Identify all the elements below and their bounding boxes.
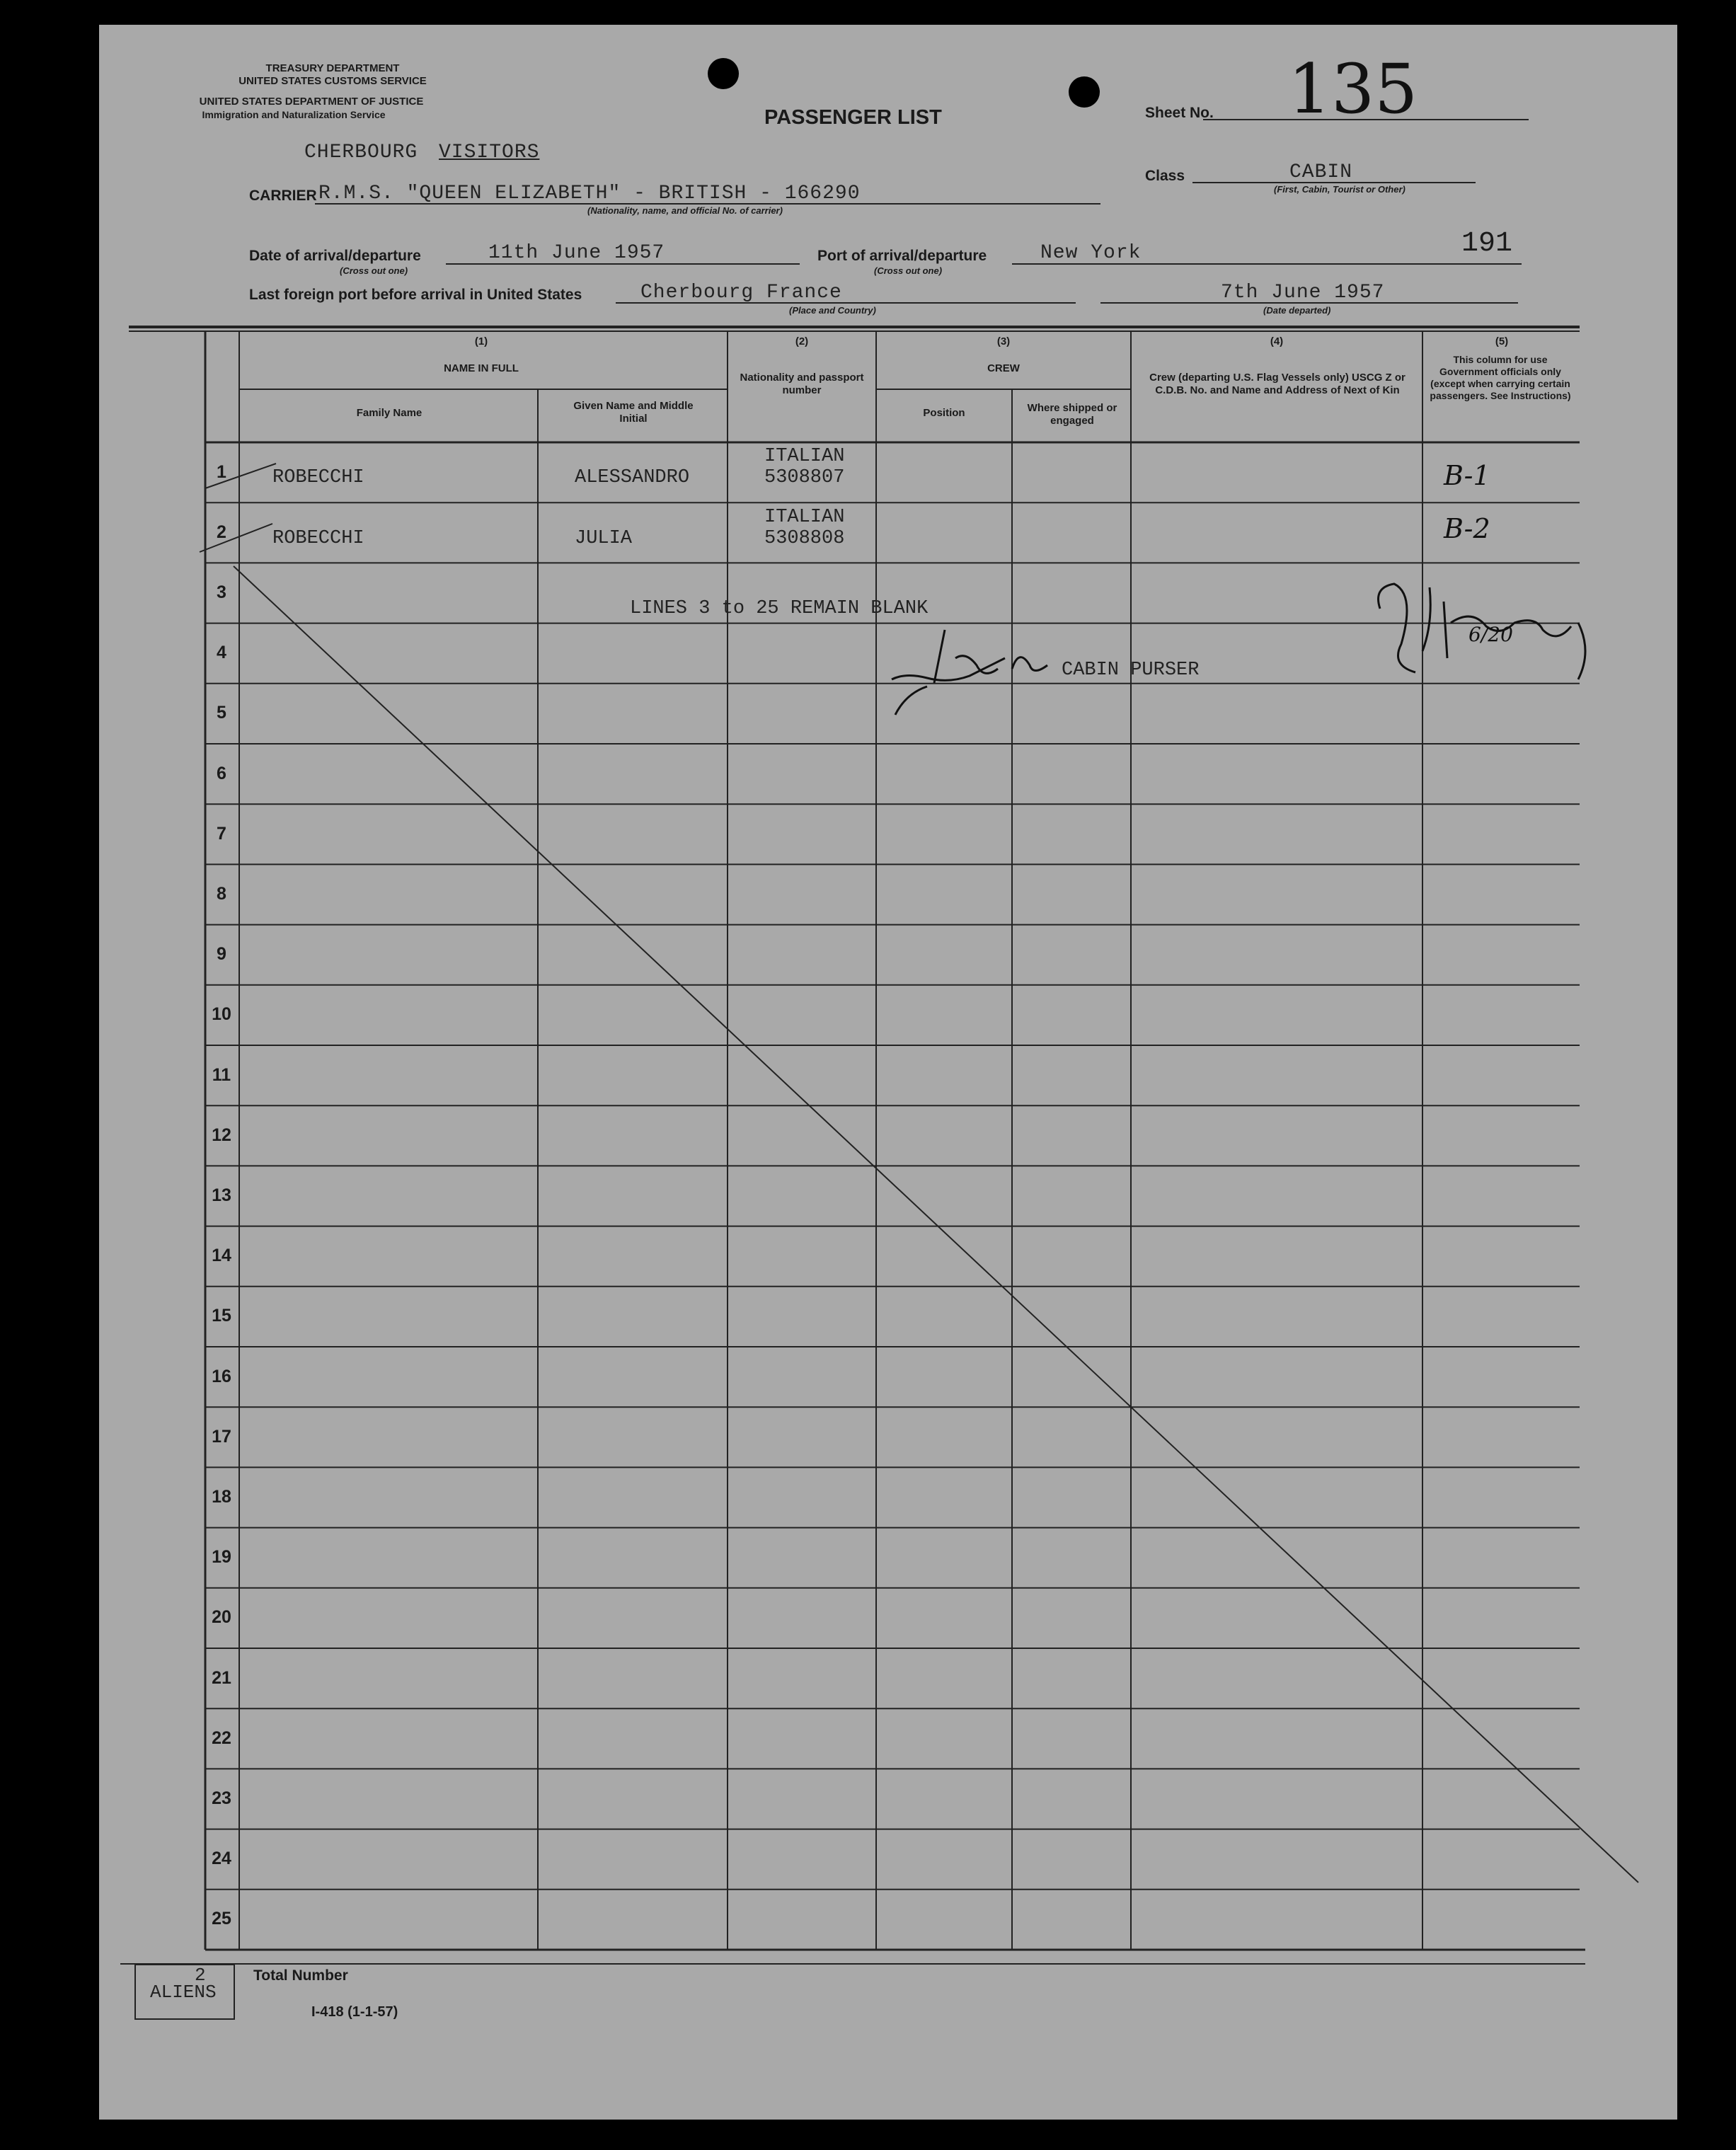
col1a-header: Family Name xyxy=(356,407,422,419)
row2-passport: 5308808 xyxy=(764,528,845,549)
col2-number: (2) xyxy=(795,335,809,347)
agency-line: UNITED STATES DEPARTMENT OF JUSTICE xyxy=(199,96,424,108)
row-number: 22 xyxy=(212,1728,231,1748)
total-count: 2 xyxy=(195,1965,206,1986)
agency-line: UNITED STATES CUSTOMS SERVICE xyxy=(238,75,427,87)
row2-given-name: JULIA xyxy=(575,528,633,549)
row-number: 8 xyxy=(217,884,226,904)
stamp-number: 191 xyxy=(1461,228,1513,260)
row-number: 12 xyxy=(212,1125,231,1145)
total-kind: ALIENS xyxy=(150,1982,217,2003)
total-label: Total Number xyxy=(253,1967,348,1984)
row-number: 4 xyxy=(217,643,226,663)
agency-line: TREASURY DEPARTMENT xyxy=(265,62,400,74)
carrier-sub: (Nationality, name, and official No. of carrier) xyxy=(587,205,783,216)
row-number: 7 xyxy=(217,823,226,844)
row-number: 24 xyxy=(212,1849,231,1869)
purser-label: CABIN PURSER xyxy=(1062,660,1200,681)
row1-family-name: ROBECCHI xyxy=(272,467,364,488)
row-number: 25 xyxy=(212,1909,231,1929)
row-number: 6 xyxy=(217,763,226,783)
col4-number: (4) xyxy=(1270,335,1284,347)
status-note: VISITORS xyxy=(439,142,540,163)
last-port-label: Last foreign port before arrival in United States xyxy=(249,287,582,303)
row-number: 10 xyxy=(212,1004,231,1025)
col3a-header: Position xyxy=(923,407,965,419)
blank-lines-note: LINES 3 to 25 REMAIN BLANK xyxy=(630,598,929,619)
carrier-label: CARRIER xyxy=(249,188,317,204)
col1b-header: Given Name and Middle Initial xyxy=(573,400,694,425)
purser-signature xyxy=(878,616,1062,722)
departed-value: 7th June 1957 xyxy=(1221,282,1385,304)
sheet-number: 135 xyxy=(1288,50,1418,129)
row1-official-mark: B-1 xyxy=(1444,460,1490,491)
inspector-date: 6/20 xyxy=(1468,623,1513,646)
arrival-value: 11th June 1957 xyxy=(488,242,665,264)
sheet-label: Sheet No. xyxy=(1145,105,1214,121)
class-sub: (First, Cabin, Tourist or Other) xyxy=(1274,184,1406,195)
row-number: 15 xyxy=(212,1306,231,1326)
form-number: I-418 (1-1-57) xyxy=(311,2004,398,2020)
port-value: New York xyxy=(1040,242,1142,264)
row-number: 14 xyxy=(212,1246,231,1266)
row-number: 3 xyxy=(217,582,226,602)
row2-nationality: ITALIAN xyxy=(764,507,845,528)
col4-title: Crew (departing U.S. Flag Vessels only) USCG Z or C.D.B. No. and Name and Address of Next of Kin xyxy=(1149,372,1406,396)
col3b-header: Where shipped or engaged xyxy=(1027,402,1117,427)
row-number: 11 xyxy=(212,1064,231,1085)
port-label: Port of arrival/departure xyxy=(817,248,987,264)
port-sub: (Cross out one) xyxy=(874,265,943,276)
port-note: CHERBOURG xyxy=(304,142,418,163)
last-port-value: Cherbourg France xyxy=(640,282,842,304)
col5-number: (5) xyxy=(1495,335,1509,347)
row-number: 17 xyxy=(212,1426,231,1447)
row2-family-name: ROBECCHI xyxy=(272,528,364,549)
row-number: 18 xyxy=(212,1487,231,1507)
agency-line: Immigration and Naturalization Service xyxy=(202,109,386,120)
row-number: 2 xyxy=(217,522,226,542)
row-number: 21 xyxy=(212,1667,231,1688)
arrival-sub: (Cross out one) xyxy=(340,265,408,276)
page-title: PASSENGER LIST xyxy=(764,106,942,129)
row2-official-mark: B-2 xyxy=(1444,513,1490,544)
col5-title: This column for use Government officials only (except when carrying certain passengers. See Instructions) xyxy=(1430,354,1571,401)
row-number: 16 xyxy=(212,1366,231,1386)
class-label: Class xyxy=(1145,168,1185,184)
row-number: 23 xyxy=(212,1788,231,1808)
row-number: 9 xyxy=(217,944,226,965)
row1-given-name: ALESSANDRO xyxy=(575,467,690,488)
last-port-sub: (Place and Country) xyxy=(789,305,876,316)
carrier-value: R.M.S. "QUEEN ELIZABETH" - BRITISH - 166290 xyxy=(318,183,861,205)
row1-passport: 5308807 xyxy=(764,467,845,488)
row-number: 19 xyxy=(212,1547,231,1568)
departed-sub: (Date departed) xyxy=(1263,305,1331,316)
row-number: 5 xyxy=(217,703,226,723)
row-number: 20 xyxy=(212,1607,231,1628)
col3-title: CREW xyxy=(987,362,1020,374)
row-number: 1 xyxy=(217,461,226,482)
col1-title: NAME IN FULL xyxy=(444,362,519,374)
arrival-label: Date of arrival/departure xyxy=(249,248,421,264)
row-number: 13 xyxy=(212,1185,231,1205)
col3-number: (3) xyxy=(996,335,1011,347)
col2-title: Nationality and passport number xyxy=(740,372,864,396)
col1-number: (1) xyxy=(474,335,488,347)
row1-nationality: ITALIAN xyxy=(764,446,845,467)
class-value: CABIN xyxy=(1289,161,1353,183)
